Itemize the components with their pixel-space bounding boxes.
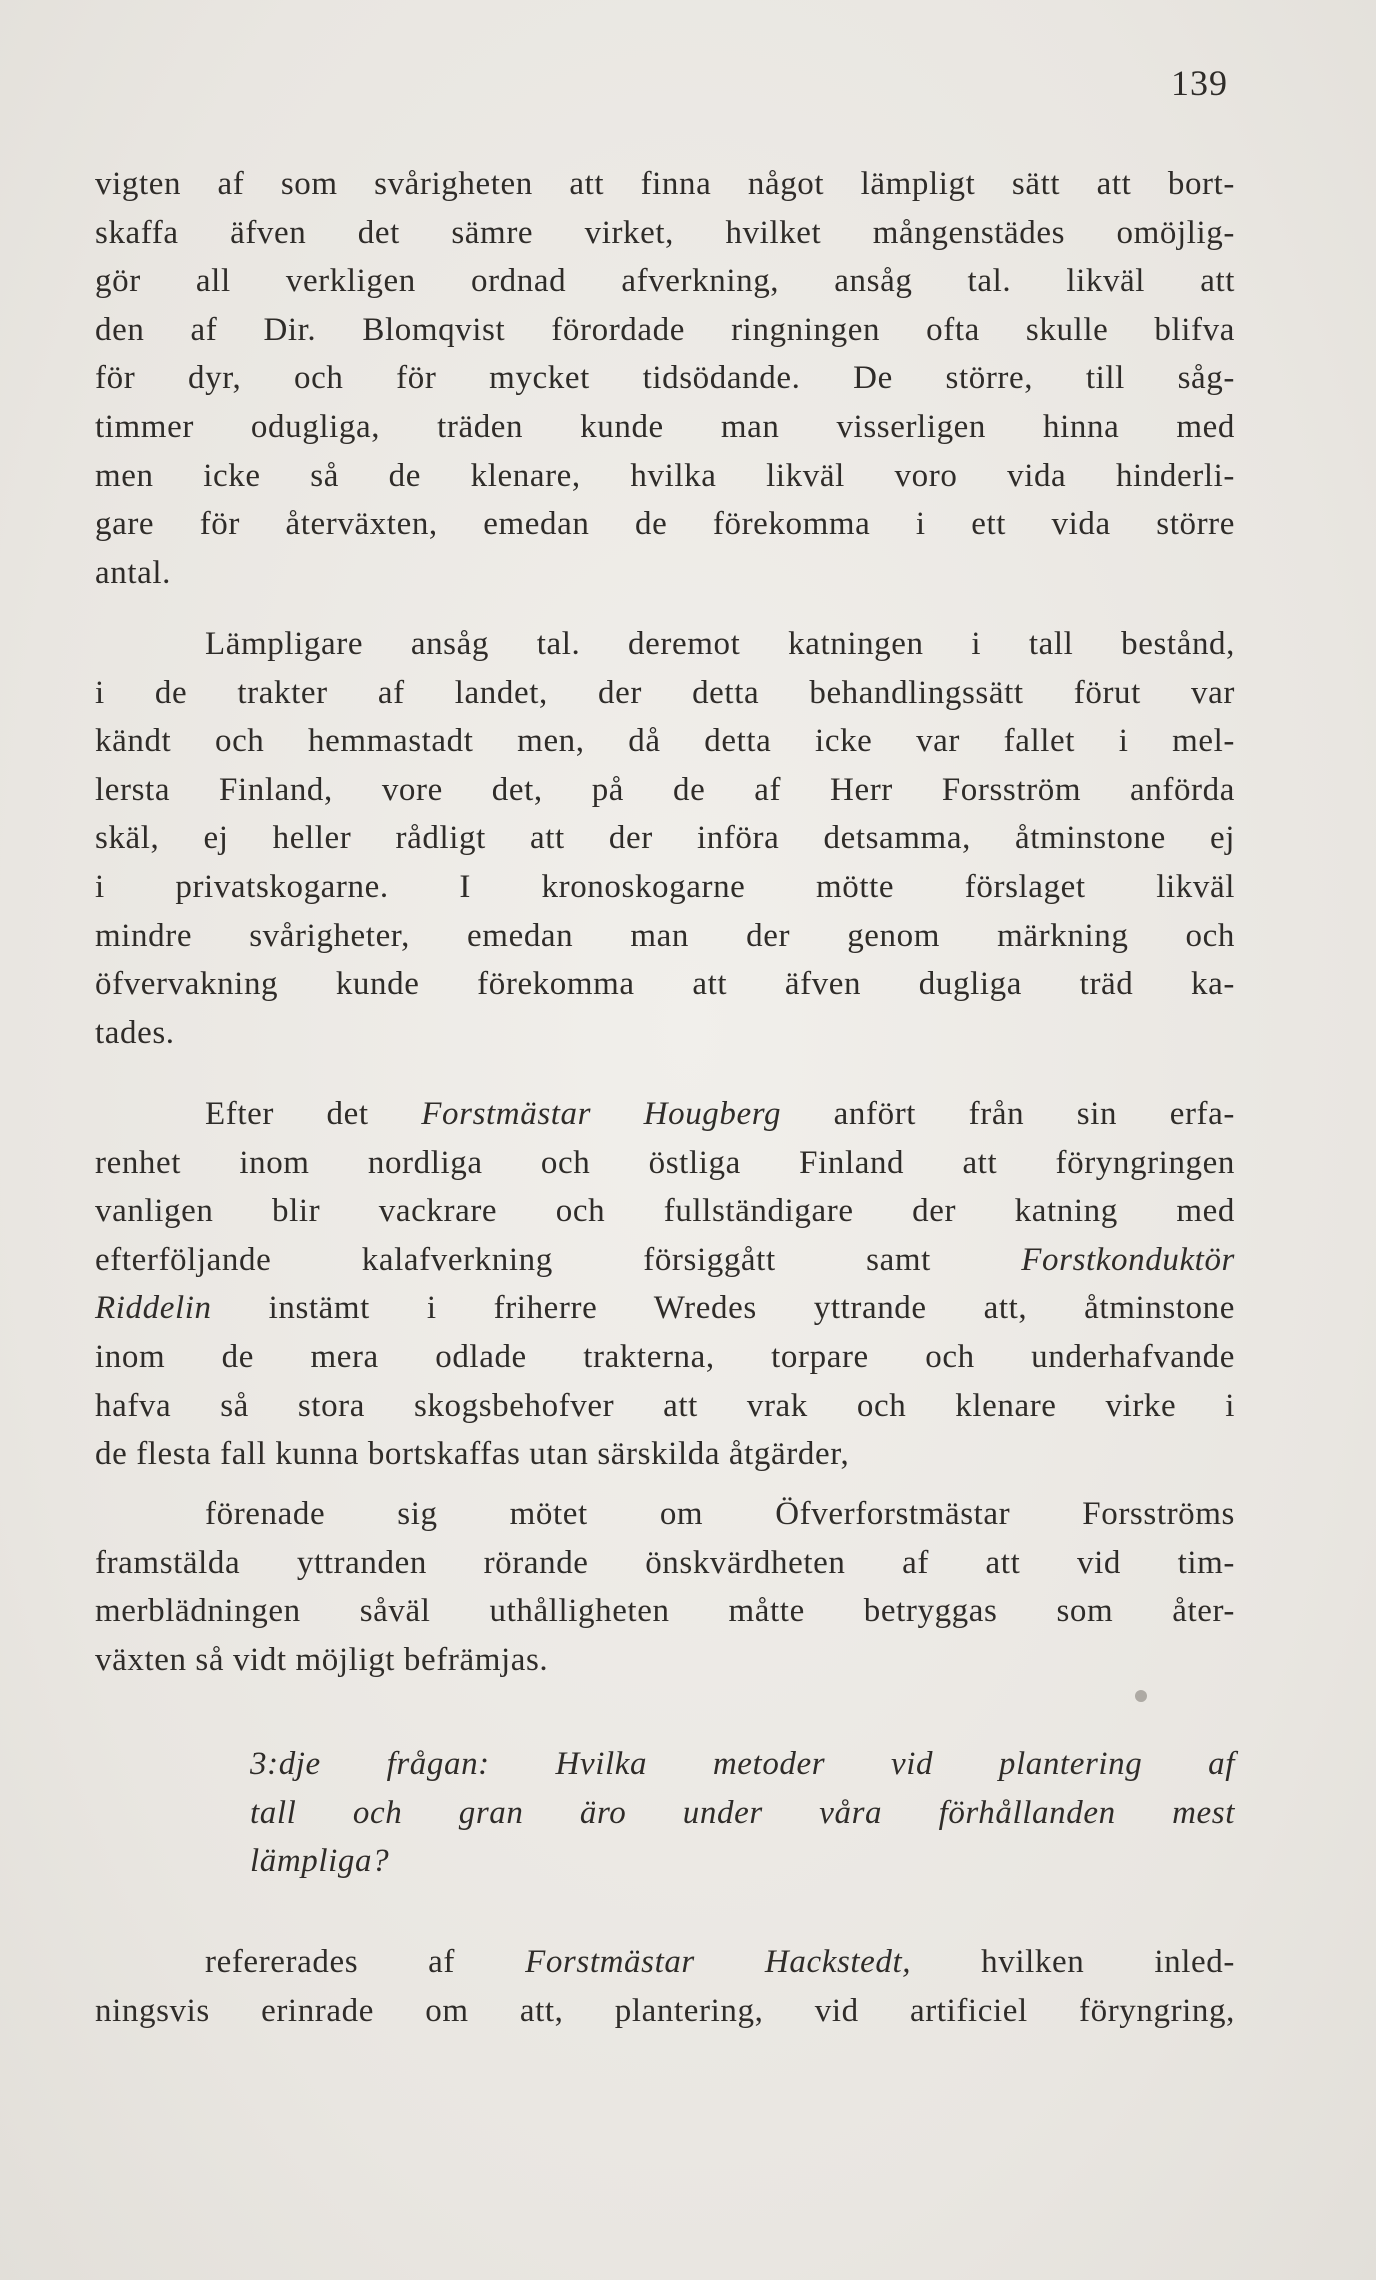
text-line: Lämpligare ansåg tal. deremot katningen i tall bestånd, <box>205 626 1235 662</box>
text-line: ningsvis erinrade om att, plantering, vid artificiel föryngring, <box>95 1992 1235 2029</box>
text-line: merblädningen såväl uthålligheten måtte betryggas som åter- <box>95 1593 1235 1630</box>
text-line <box>95 1284 1235 1333</box>
paragraph-3 <box>95 1090 1235 1479</box>
person-name: Riddelin <box>95 1290 212 1327</box>
text-line: i privatskogarne. I kronoskogarne mötte förslaget likväl <box>95 868 1235 905</box>
text-line: skaffa äfven det sämre virket, hvilket mångenstädes omöjlig- <box>95 214 1235 251</box>
text-line: den af Dir. Blomqvist förordade ringningen ofta skulle blifva <box>95 311 1235 348</box>
text-line <box>95 1938 1235 1987</box>
text-run: anfört från sin erfa- <box>781 1096 1235 1132</box>
question-line: tall och gran äro under våra förhållanden mest <box>250 1794 1235 1831</box>
person-name: Forstmästar Hackstedt, <box>525 1944 912 1980</box>
text-line <box>95 1090 1235 1139</box>
text-line: antal. <box>95 554 171 591</box>
page-number: 139 <box>1171 63 1228 103</box>
text-run: refererades af <box>205 1944 526 1980</box>
text-run: instämt i friherre Wredes yttrande att, åtminstone <box>211 1290 1235 1327</box>
person-name: Forstmästar Hougberg <box>421 1096 782 1132</box>
text-line: gör all verkligen ordnad afverkning, ansåg tal. likväl att <box>95 263 1235 300</box>
text-line: vigten af som svårigheten att finna något lämpligt sätt att bort- <box>95 166 1235 202</box>
text-run: Efter det <box>205 1096 422 1132</box>
paragraph-2 <box>95 620 1235 1057</box>
text-line: hafva så stora skogsbehofver att vrak och klenare virke i <box>95 1387 1235 1424</box>
text-line: inom de mera odlade trakterna, torpare och underhafvande <box>95 1338 1235 1375</box>
text-line: kändt och hemmastadt men, då detta icke var fallet i mel- <box>95 723 1235 760</box>
paragraph-5 <box>95 1938 1235 2035</box>
text-run: hvilken inled- <box>911 1944 1235 1980</box>
text-line: de flesta fall kunna bortskaffas utan särskilda åtgärder, <box>95 1436 850 1473</box>
text-line: lersta Finland, vore det, på de af Herr Forsström anförda <box>95 771 1235 808</box>
text-line: vanligen blir vackrare och fullständigare der katning med <box>95 1193 1235 1230</box>
text-run: efterföljande kalafverkning försiggått samt <box>95 1241 1022 1278</box>
paragraph-1 <box>95 160 1235 597</box>
text-line: skäl, ej heller rådligt att der införa detsamma, åtminstone ej <box>95 820 1235 857</box>
text-line: förenade sig mötet om Öfverforstmästar Forsströms <box>205 1496 1235 1532</box>
text-line: i de trakter af landet, der detta behandlingssätt förut var <box>95 674 1235 711</box>
text-line: mindre svårigheter, emedan man der genom märkning och <box>95 917 1235 954</box>
text-line: framstälda yttranden rörande önskvärdheten af att vid tim- <box>95 1544 1235 1581</box>
ink-speck <box>1135 1690 1147 1702</box>
text-line: öfvervakning kunde förekomma att äfven dugliga träd ka- <box>95 966 1235 1003</box>
person-title: Forstkonduktör <box>1021 1241 1235 1278</box>
text-line: växten så vidt möjligt befrämjas. <box>95 1641 549 1678</box>
text-line: timmer odugliga, träden kunde man visserligen hinna med <box>95 408 1235 445</box>
question-line: lämpliga? <box>250 1843 390 1880</box>
text-line: gare för återväxten, emedan de förekomma i ett vida större <box>95 506 1235 543</box>
text-line: tades. <box>95 1014 175 1051</box>
text-line <box>95 1236 1235 1285</box>
text-line: renhet inom nordliga och östliga Finland att föryngringen <box>95 1144 1235 1181</box>
text-line: men icke så de klenare, hvilka likväl voro vida hinderli- <box>95 457 1235 494</box>
text-line: för dyr, och för mycket tidsödande. De större, till såg- <box>95 360 1235 397</box>
question-line: 3:dje frågan: Hvilka metoder vid plantering af <box>250 1746 1235 1782</box>
paragraph-4 <box>95 1490 1235 1684</box>
question-heading <box>95 1740 1235 1886</box>
